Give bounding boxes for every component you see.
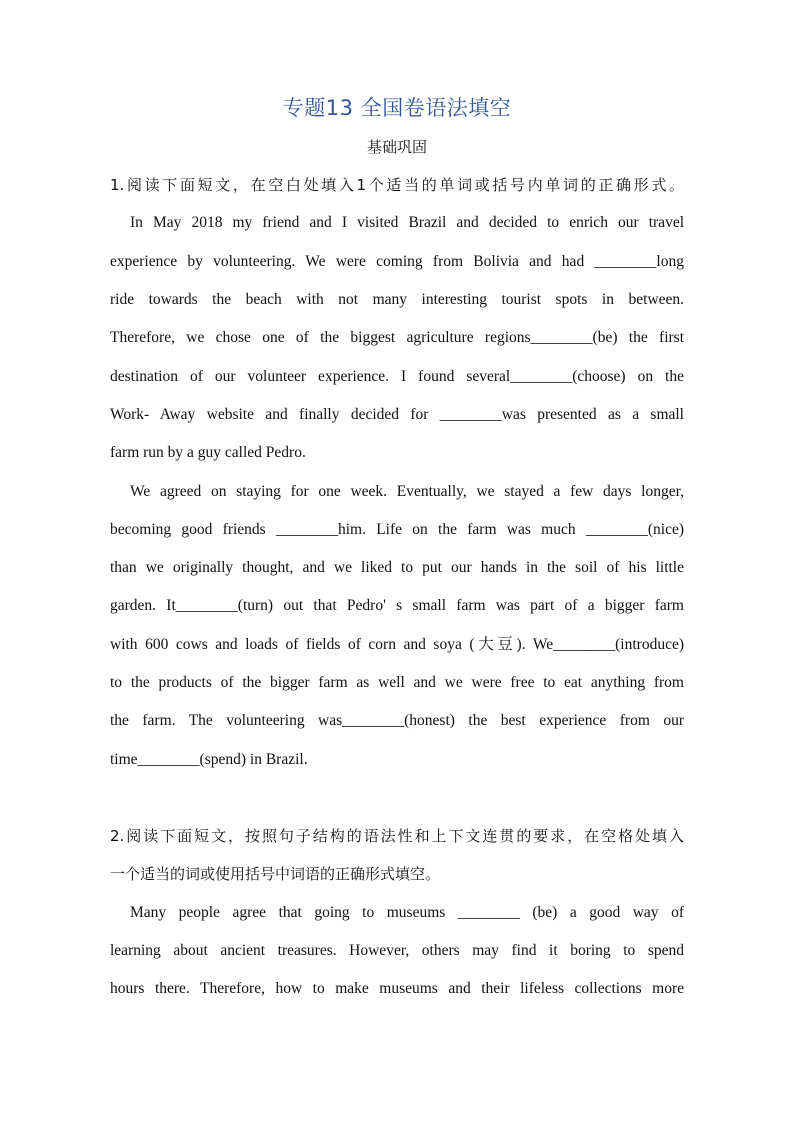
q1-text-line: the farm. The volunteering was________(honest) the best experience from our <box>110 712 684 729</box>
question-2-instruction: 2.阅读下面短文，按照句子结构的语法性和上下文连贯的要求，在空格处填入 <box>110 827 684 845</box>
q1-text-line: garden. It________(turn) out that Pedro' s small farm was part of a bigger farm <box>110 597 684 614</box>
q1-text-line: than we originally thought, and we liked to put our hands in the soil of his little <box>110 559 684 576</box>
q1-text-line: experience by volunteering. We were coming from Bolivia and had ________long <box>110 253 684 270</box>
question-1-instruction: 1.阅读下面短文，在空白处填入1个适当的单词或括号内单词的正确形式。 <box>110 176 684 194</box>
page-subtitle: 基础巩固 <box>366 138 427 156</box>
q2-text-line: learning about ancient treasures. However, others may find it boring to spend <box>110 942 684 959</box>
q2-text-line: Many people agree that going to museums ________ (be) a good way of <box>130 904 684 921</box>
q1-text-line: with 600 cows and loads of fields of corn and soya (大豆). We________(introduce) <box>110 636 684 653</box>
q1-text-line: becoming good friends ________him. Life on the farm was much ________(nice) <box>110 521 684 538</box>
page-title: 专题13 全国卷语法填空 <box>282 96 512 120</box>
q1-text-line: destination of our volunteer experience. I found several________(choose) on the <box>110 368 684 385</box>
q1-text-line: Work- Away website and finally decided for ________was presented as a small <box>110 406 684 423</box>
q1-text-line: In May 2018 my friend and I visited Brazil and decided to enrich our travel <box>130 214 684 231</box>
q1-text-line: We agreed on staying for one week. Eventually, we stayed a few days longer, <box>130 483 684 500</box>
q1-text-line: Therefore, we chose one of the biggest agriculture regions________(be) the first <box>110 329 684 346</box>
q1-text-line: ride towards the beach with not many interesting tourist spots in between. <box>110 291 684 308</box>
q2-text-line: hours there. Therefore, how to make museums and their lifeless collections more <box>110 980 684 997</box>
q1-text-line: time________(spend) in Brazil. <box>110 751 308 768</box>
question-2-instruction: 一个适当的词或使用括号中词语的正确形式填空。 <box>110 865 441 883</box>
q1-text-line: to the products of the bigger farm as well and we were free to eat anything from <box>110 674 684 691</box>
q1-text-line: farm run by a guy called Pedro. <box>110 444 306 461</box>
